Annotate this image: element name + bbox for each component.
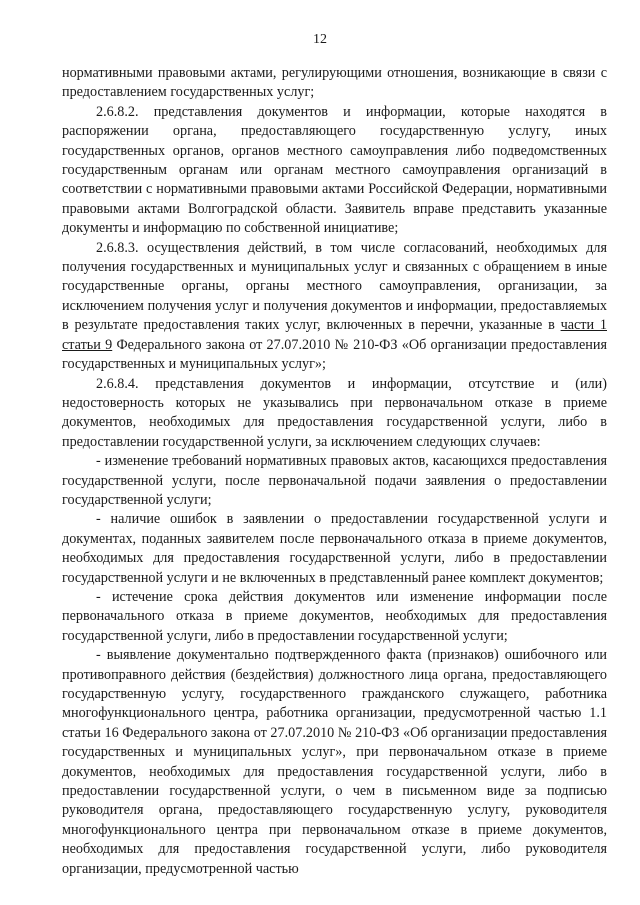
page-number: 12 [313, 32, 327, 47]
paragraph-2-6-8-3-text-start: 2.6.8.3. осуществления действий, в том числе согласований, необходимых для получения государственных и муниципальных услуг и связанных с обращением в иные государственные органы, органы местного самоуправления, организации, за исключением получения услуг и получения документов и информации, предоставляемых в результате предоставления таких услуг, включенных в перечни, указанные в [62, 239, 607, 334]
paragraph-2-6-8-3-text-end: Федерального закона от 27.07.2010 № 210-ФЗ «Об организации предоставления государственных и муниципальных услуг»; [62, 336, 607, 373]
exception-item-document-expiry: - истечение срока действия документов или изменение информации после первоначального отказа в приеме документов, необходимых для предоставления государственной услуги, либо в предоставлении государственной услуги; [62, 588, 607, 644]
paragraph-continuation: нормативными правовыми актами, регулирующими отношения, возникающие в связи с предоставлением государственных услуг; [62, 65, 607, 101]
document-body [62, 64, 607, 879]
law-reference-link[interactable]: части 1 статьи 9 [62, 317, 607, 353]
exception-item-requirements-change: - изменение требований нормативных правовых актов, касающихся предоставления государственной услуги, после первоначальной подачи заявления о предоставлении государственной услуги; [62, 453, 607, 508]
paragraph-2-6-8-2: 2.6.8.2. представления документов и информации, которые находятся в распоряжении органа, предоставляющего государственную услугу, иных государственных органов, органов местного самоуправления либо подведомственных государственным органам или органам местного самоуправления организаций в соответствии с нормативными правовыми актами Российской Федерации, нормативными правовыми актами Волгоградской области. Заявитель вправе представить указанные документы и информацию по собственной инициативе; [62, 103, 607, 237]
paragraph-2-6-8-4: 2.6.8.4. представления документов и информации, отсутствие и (или) недостоверность которых не указывались при первоначальном отказе в приеме документов, необходимых для предоставления государственной услуги, либо в предоставлении государственной услуги, за исключением следующих случаев: [62, 375, 607, 450]
paragraph-2-6-8-3 [62, 239, 607, 375]
exception-item-official-error: - выявление документально подтвержденного факта (признаков) ошибочного или противоправного действия (бездействия) должностного лица органа, предоставляющего государственную услугу, государственного гражданского служащего, работника многофункционального центра, работника организации, предусмотренной частью 1.1 статьи 16 Федерального закона от 27.07.2010 № 210-ФЗ «Об организации предоставления государственных и муниципальных услуг», при первоначальном отказе в приеме документов, необходимых для предоставления государственной услуги, либо в предоставлении государственной услуги, о чем в письменном виде за подписью руководителя органа, предоставляющего государственную услугу, руководителя многофункционального центра при первоначальном отказе в приеме документов, необходимых для предоставления государственной услуги, либо руководителя организации, предусмотренной частью [62, 647, 607, 877]
exception-item-application-errors: - наличие ошибок в заявлении о предоставлении государственной услуги и документах, поданных заявителем после первоначального отказа в приеме документов, необходимых для предоставления государственной услуги, либо в предоставлении государственной услуги и не включенных в представленный ранее комплект документов; [62, 511, 607, 586]
